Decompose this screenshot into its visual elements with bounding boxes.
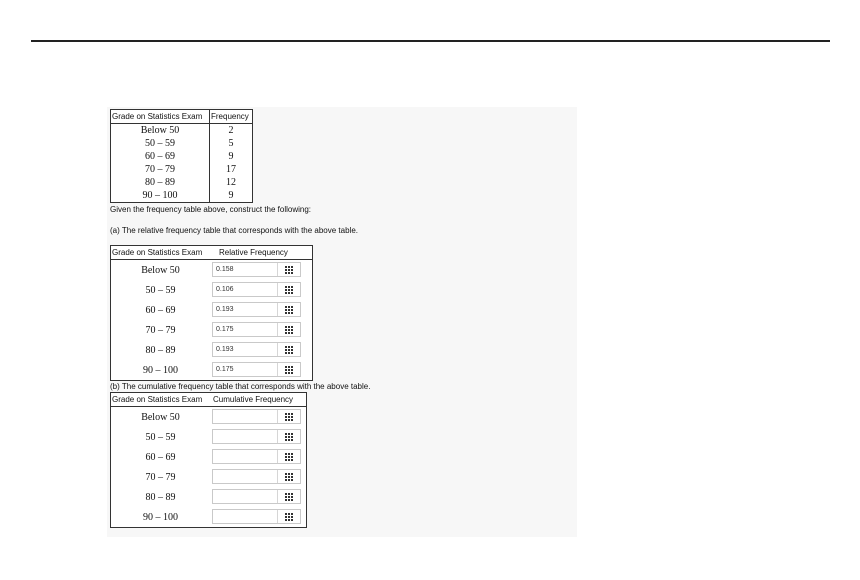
grade-cell: 80 – 89: [111, 176, 210, 189]
table-row: [111, 150, 253, 163]
input-value: 0.106: [216, 286, 234, 294]
frequency-table-header: [111, 110, 253, 124]
table-row: [111, 124, 253, 138]
header-relative-frequency: Relative Frequency: [210, 246, 313, 260]
relative-frequency-input[interactable]: [212, 262, 301, 277]
table-row: [111, 407, 307, 428]
header-frequency: Frequency: [210, 110, 253, 124]
question-panel: [107, 107, 577, 537]
grade-cell: 60 – 69: [145, 451, 176, 463]
keypad-grid-icon: [285, 366, 293, 374]
relative-table-header: [111, 246, 313, 260]
keypad-grid-icon: [285, 306, 293, 314]
keypad-button[interactable]: [277, 303, 300, 316]
keypad-grid-icon: [285, 266, 293, 274]
grade-cell: Below 50: [111, 124, 210, 138]
keypad-button[interactable]: [277, 410, 300, 423]
frequency-cell: 9: [228, 151, 234, 162]
input-value: 0.158: [216, 266, 234, 274]
table-row: [111, 176, 253, 189]
grade-cell: 90 – 100: [143, 511, 178, 523]
table-row: [111, 467, 307, 487]
relative-frequency-input[interactable]: [212, 322, 301, 337]
grade-cell: 60 – 69: [111, 150, 210, 163]
input-value: 0.175: [216, 366, 234, 374]
grade-cell: 80 – 89: [145, 344, 176, 356]
keypad-grid-icon: [285, 413, 293, 421]
keypad-grid-icon: [285, 286, 293, 294]
grade-cell: 50 – 59: [145, 284, 176, 296]
table-row: [111, 447, 307, 467]
grade-cell: 80 – 89: [145, 491, 176, 503]
keypad-grid-icon: [285, 513, 293, 521]
cumulative-table-header: [111, 393, 307, 407]
cumulative-frequency-input[interactable]: [212, 409, 301, 424]
part-a-prompt: (a) The relative frequency table that corresponds with the above table.: [110, 226, 358, 235]
keypad-grid-icon: [285, 493, 293, 501]
question-content: [110, 109, 370, 528]
header-grade: Grade on Statistics Exam: [111, 110, 210, 124]
grade-cell: Below 50: [141, 411, 180, 423]
keypad-button[interactable]: [277, 430, 300, 443]
relative-frequency-input[interactable]: [212, 342, 301, 357]
keypad-button[interactable]: [277, 323, 300, 336]
keypad-grid-icon: [285, 473, 293, 481]
cumulative-frequency-input[interactable]: [212, 469, 301, 484]
header-grade: Grade on Statistics Exam: [111, 393, 211, 407]
grade-cell: 70 – 79: [145, 324, 176, 336]
table-row: [111, 340, 313, 360]
grade-cell: 60 – 69: [145, 304, 176, 316]
part-b-prompt: (b) The cumulative frequency table that corresponds with the above table.: [110, 382, 371, 391]
grade-cell: 50 – 59: [111, 137, 210, 150]
keypad-grid-icon: [285, 433, 293, 441]
relative-frequency-input[interactable]: [212, 302, 301, 317]
table-row: [111, 320, 313, 340]
frequency-cell: 12: [226, 177, 236, 188]
keypad-button[interactable]: [277, 450, 300, 463]
frequency-cell: 9: [228, 190, 234, 201]
cumulative-frequency-input[interactable]: [212, 429, 301, 444]
keypad-grid-icon: [285, 326, 293, 334]
grade-cell: 90 – 100: [111, 189, 210, 203]
cumulative-frequency-table: [110, 392, 307, 528]
keypad-button[interactable]: [277, 490, 300, 503]
table-row: [111, 427, 307, 447]
grade-cell: 70 – 79: [111, 163, 210, 176]
table-row: [111, 487, 307, 507]
keypad-button[interactable]: [277, 363, 300, 376]
relative-frequency-input[interactable]: [212, 362, 301, 377]
cumulative-frequency-input[interactable]: [212, 449, 301, 464]
table-row: [111, 280, 313, 300]
grade-cell: 90 – 100: [143, 364, 178, 376]
keypad-grid-icon: [285, 346, 293, 354]
cumulative-frequency-input[interactable]: [212, 489, 301, 504]
frequency-table: [110, 109, 253, 203]
input-value: 0.193: [216, 346, 234, 354]
grade-cell: 50 – 59: [145, 431, 176, 443]
header-cumulative-frequency: Cumulative Frequency: [210, 393, 307, 407]
table-row: [111, 137, 253, 150]
grade-cell: 70 – 79: [145, 471, 176, 483]
top-divider: [31, 40, 830, 42]
table-row: [111, 300, 313, 320]
keypad-button[interactable]: [277, 470, 300, 483]
table-row: [111, 507, 307, 528]
grade-cell: Below 50: [141, 264, 180, 276]
header-grade: Grade on Statistics Exam: [111, 246, 211, 260]
table-row: [111, 260, 313, 281]
frequency-cell: 17: [226, 164, 236, 175]
table-row: [111, 189, 253, 203]
keypad-button[interactable]: [277, 343, 300, 356]
frequency-cell: 2: [228, 125, 234, 136]
input-value: 0.175: [216, 326, 234, 334]
frequency-cell: 5: [228, 138, 234, 149]
keypad-button[interactable]: [277, 283, 300, 296]
relative-frequency-input[interactable]: [212, 282, 301, 297]
instructions-text: Given the frequency table above, construct the following:: [110, 205, 312, 214]
table-row: [111, 360, 313, 381]
keypad-button[interactable]: [277, 263, 300, 276]
input-value: 0.193: [216, 306, 234, 314]
keypad-button[interactable]: [277, 510, 300, 523]
relative-frequency-table: [110, 245, 313, 381]
cumulative-frequency-input[interactable]: [212, 509, 301, 524]
keypad-grid-icon: [285, 453, 293, 461]
table-row: [111, 163, 253, 176]
